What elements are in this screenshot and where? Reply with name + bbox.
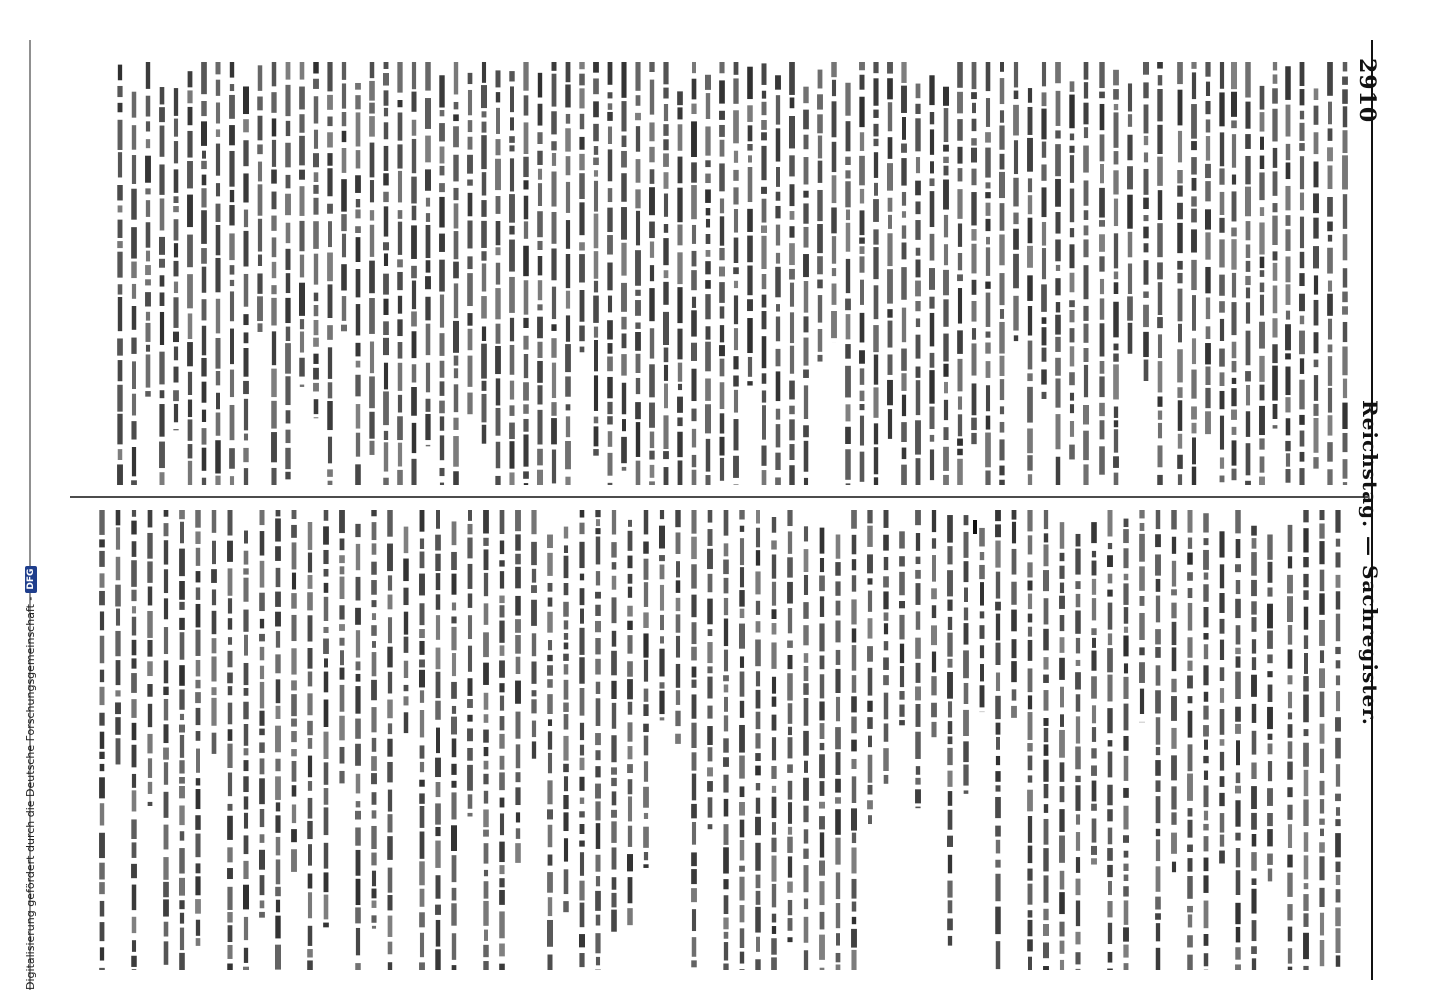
- footer-credit: [24, 566, 37, 990]
- dfg-logo: DFG: [25, 566, 37, 593]
- page-number: 2910: [1354, 58, 1380, 124]
- footer-credit-text: Digitalisierung gefördert durch die Deutsche Forschungsgemeinschaft -: [24, 596, 37, 990]
- running-head: Reichstag. — Sachregister.: [1358, 400, 1382, 726]
